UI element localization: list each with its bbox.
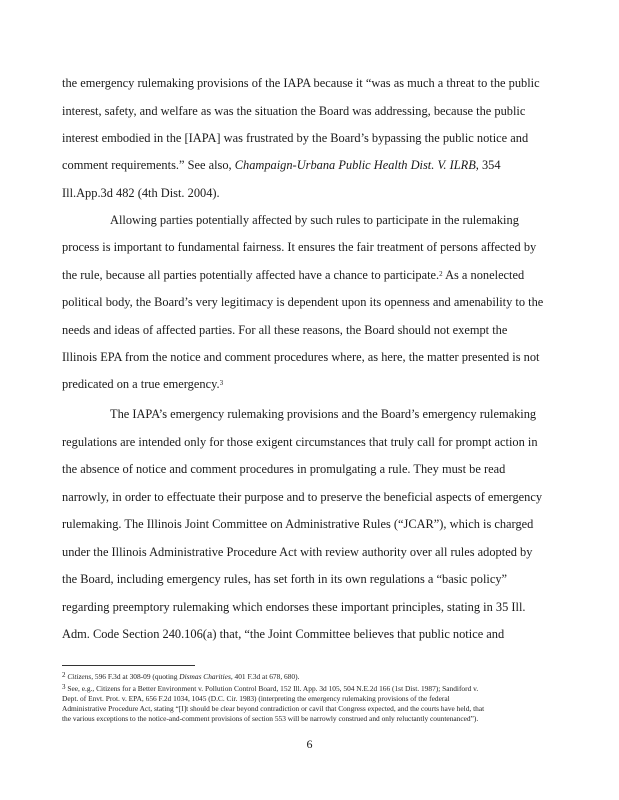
footnote-ref: 2 — [439, 270, 443, 278]
body-line: Allowing parties potentially affected by such rules to participate in the rulemaking — [110, 213, 519, 227]
text-run: 354 — [478, 158, 501, 172]
body-line — [62, 377, 562, 391]
page-number: 6 — [306, 737, 313, 751]
body-line: the Board, including emergency rules, has set forth in its own regulations a “basic policy” — [62, 572, 508, 586]
footnote-2 — [62, 672, 562, 681]
footnote-text: See, e.g., Citizens for a Better Environment v. Pollution Control Board, 152 Ill. App. 3d 105, 504 N.E.2d 166 (1st Dist. 1987); Sandiford v. — [67, 684, 479, 693]
body-line: political body, the Board’s very legitimacy is dependent upon its openness and amenability to the — [62, 295, 544, 309]
body-line: under the Illinois Administrative Procedure Act with review authority over all rules adopted by — [62, 545, 533, 559]
text-run: predicated on a true emergency. — [62, 377, 220, 391]
footnote-ref: 3 — [219, 379, 224, 387]
body-line — [62, 268, 562, 282]
body-line: the emergency rulemaking provisions of the IAPA because it “was as much a threat to the public — [62, 76, 540, 90]
text-run: , 401 F.3d at 678, 680). — [230, 672, 300, 681]
body-line: process is important to fundamental fairness. It ensures the fair treatment of persons affected by — [62, 240, 537, 254]
body-line: Illinois EPA from the notice and comment procedures where, as here, the matter presented is not — [62, 350, 540, 364]
case-citation: Citizens — [67, 672, 92, 681]
body-line: regarding preemptory rulemaking which endorses these important principles, stating in 35 Ill. — [62, 600, 526, 614]
footnote-line: the various exceptions to the notice-and-comment provisions of section 553 will be narrowly construed and only reluctantly countenanced”). — [62, 714, 479, 723]
body-line: Adm. Code Section 240.106(a) that, “the Joint Committee believes that public notice and — [62, 627, 505, 641]
text-run: comment requirements.” See also, — [62, 158, 235, 172]
body-line: needs and ideas of affected parties. For all these reasons, the Board should not exempt the — [62, 323, 508, 337]
text-run: the rule, because all parties potentially affected have a chance to participate. — [62, 268, 440, 282]
body-line: interest, safety, and welfare as was the situation the Board was addressing, because the public — [62, 104, 526, 118]
footnote-line: Dept. of Envt. Prot. v. EPA, 656 F.2d 1034, 1045 (D.C. Cir. 1983) (interpreting the emergency rulemaking provisions of the federal — [62, 694, 450, 703]
text-run: As a nonelected — [442, 268, 525, 282]
body-line: rulemaking. The Illinois Joint Committee on Administrative Rules (“JCAR”), which is charged — [62, 517, 534, 531]
footnote-marker: 3 — [62, 683, 66, 691]
case-citation: Champaign-Urbana Public Health Dist. V. ILRB, — [234, 158, 479, 172]
text-run: , 596 F.3d at 308-09 (quoting — [91, 672, 180, 681]
footnote-separator — [62, 665, 195, 666]
body-line: regulations are intended only for those exigent circumstances that truly call for prompt action in — [62, 435, 538, 449]
body-line: narrowly, in order to effectuate their purpose and to preserve the beneficial aspects of emergency — [62, 490, 543, 504]
body-line: Ill.App.3d 482 (4th Dist. 2004). — [62, 186, 220, 200]
footnote-marker: 2 — [62, 671, 66, 679]
footnote-line: Administrative Procedure Act, stating “[I]t should be clear beyond contradiction or cavil that Congress expected, and the courts have held, that — [62, 704, 485, 713]
body-line: interest embodied in the [IAPA] was frustrated by the Board’s bypassing the public notice and — [62, 131, 529, 145]
footnote-3 — [62, 684, 562, 693]
case-citation: Dismas Charities — [179, 672, 231, 681]
body-line: the absence of notice and comment procedures in promulgating a rule. They must be read — [62, 462, 506, 476]
body-line: The IAPA’s emergency rulemaking provisions and the Board’s emergency rulemaking — [110, 407, 537, 421]
body-line — [62, 158, 562, 172]
